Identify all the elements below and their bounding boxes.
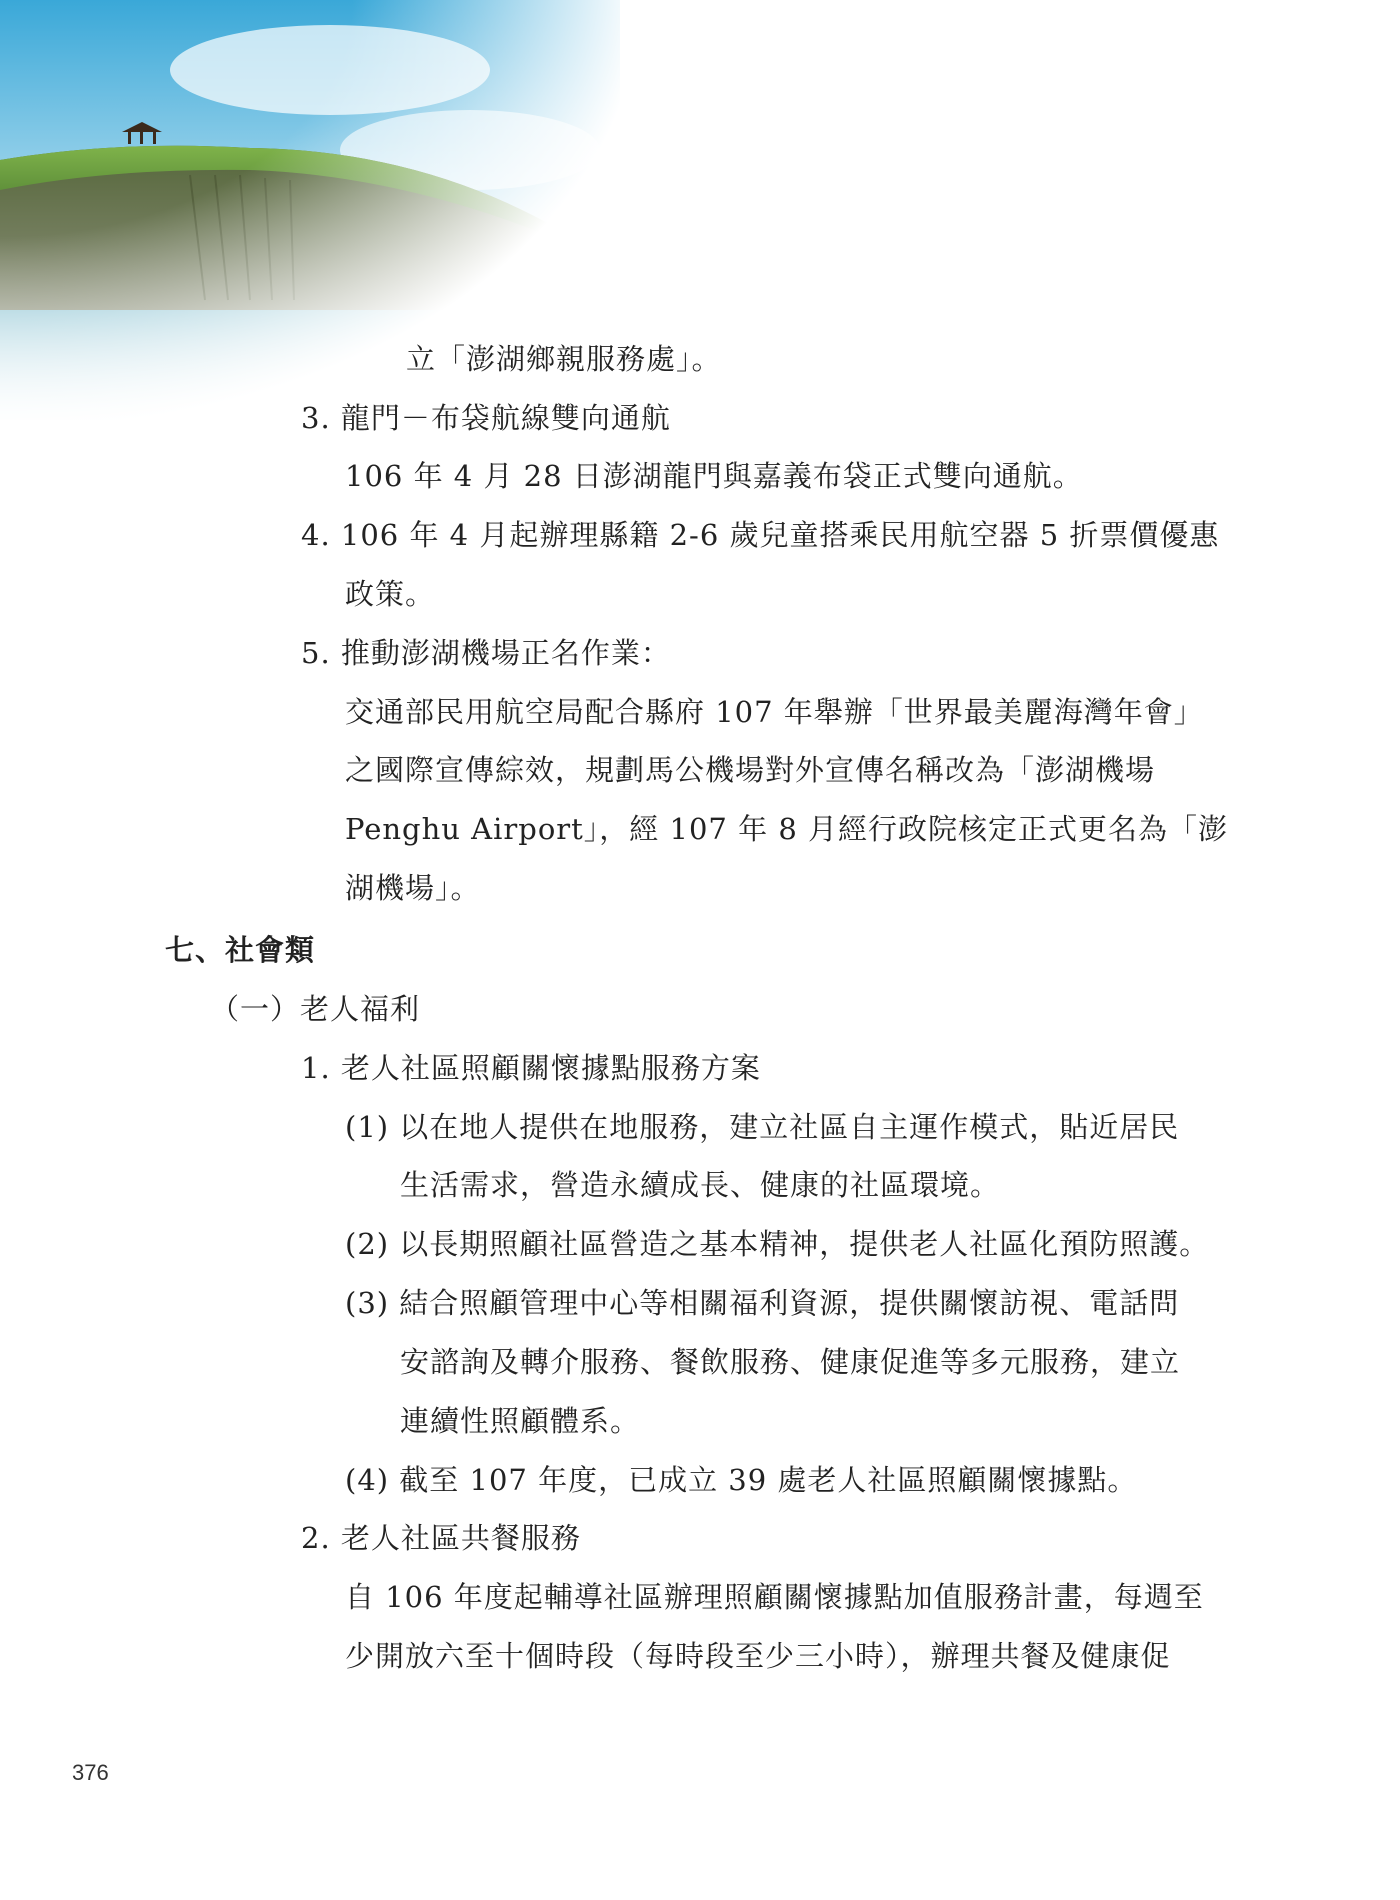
- subsection-heading: （一）老人福利: [210, 992, 421, 1026]
- sub-item-1-cont: 生活需求，營造永續成長、健康的社區環境。: [400, 1168, 1001, 1202]
- section-heading: 七、社會類: [165, 933, 316, 967]
- list-item-2-title: 2. 老人社區共餐服務: [301, 1521, 581, 1555]
- sub-item-4: (4) 截至 107 年度，已成立 39 處老人社區照顧關懷據點。: [345, 1463, 1138, 1497]
- body-line-9: Penghu Airport」，經 107 年 8 月經行政院核定正式更名為「澎: [345, 812, 1228, 846]
- list-item-5-title: 5. 推動澎湖機場正名作業：: [301, 636, 671, 670]
- body-line-7: 交通部民用航空局配合縣府 107 年舉辦「世界最美麗海灣年會」: [345, 695, 1204, 729]
- body-line-1: 立「澎湖鄉親服務處」。: [406, 342, 722, 376]
- body-line-22: 自 106 年度起輔導社區辦理照顧關懷據點加值服務計畫，每週至: [345, 1580, 1204, 1614]
- sub-item-3: (3) 結合照顧管理中心等相關福利資源，提供關懷訪視、電話問: [345, 1286, 1180, 1320]
- list-item-4-title: 4. 106 年 4 月起辦理縣籍 2-6 歲兒童搭乘民用航空器 5 折票價優惠: [301, 518, 1220, 552]
- sub-item-3-cont-1: 安諮詢及轉介服務、餐飲服務、健康促進等多元服務，建立: [400, 1345, 1181, 1379]
- sub-item-2: (2) 以長期照顧社區營造之基本精神，提供老人社區化預防照護。: [345, 1227, 1210, 1261]
- list-item-1-title: 1. 老人社區照顧關懷據點服務方案: [301, 1051, 761, 1085]
- body-line-10: 湖機場」。: [345, 871, 481, 905]
- body-line-8: 之國際宣傳綜效，規劃馬公機場對外宣傳名稱改為「澎湖機場: [345, 753, 1156, 787]
- list-item-3-title: 3. 龍門－布袋航線雙向通航: [301, 401, 671, 435]
- sub-item-1: (1) 以在地人提供在地服務，建立社區自主運作模式，貼近居民: [345, 1110, 1180, 1144]
- body-line-5: 政策。: [345, 577, 436, 611]
- page-number: 376: [72, 1760, 109, 1785]
- sub-item-3-cont-2: 連續性照顧體系。: [400, 1404, 641, 1438]
- body-line-23: 少開放六至十個時段（每時段至少三小時），辦理共餐及健康促: [345, 1639, 1171, 1673]
- body-line-3: 106 年 4 月 28 日澎湖龍門與嘉義布袋正式雙向通航。: [345, 459, 1083, 493]
